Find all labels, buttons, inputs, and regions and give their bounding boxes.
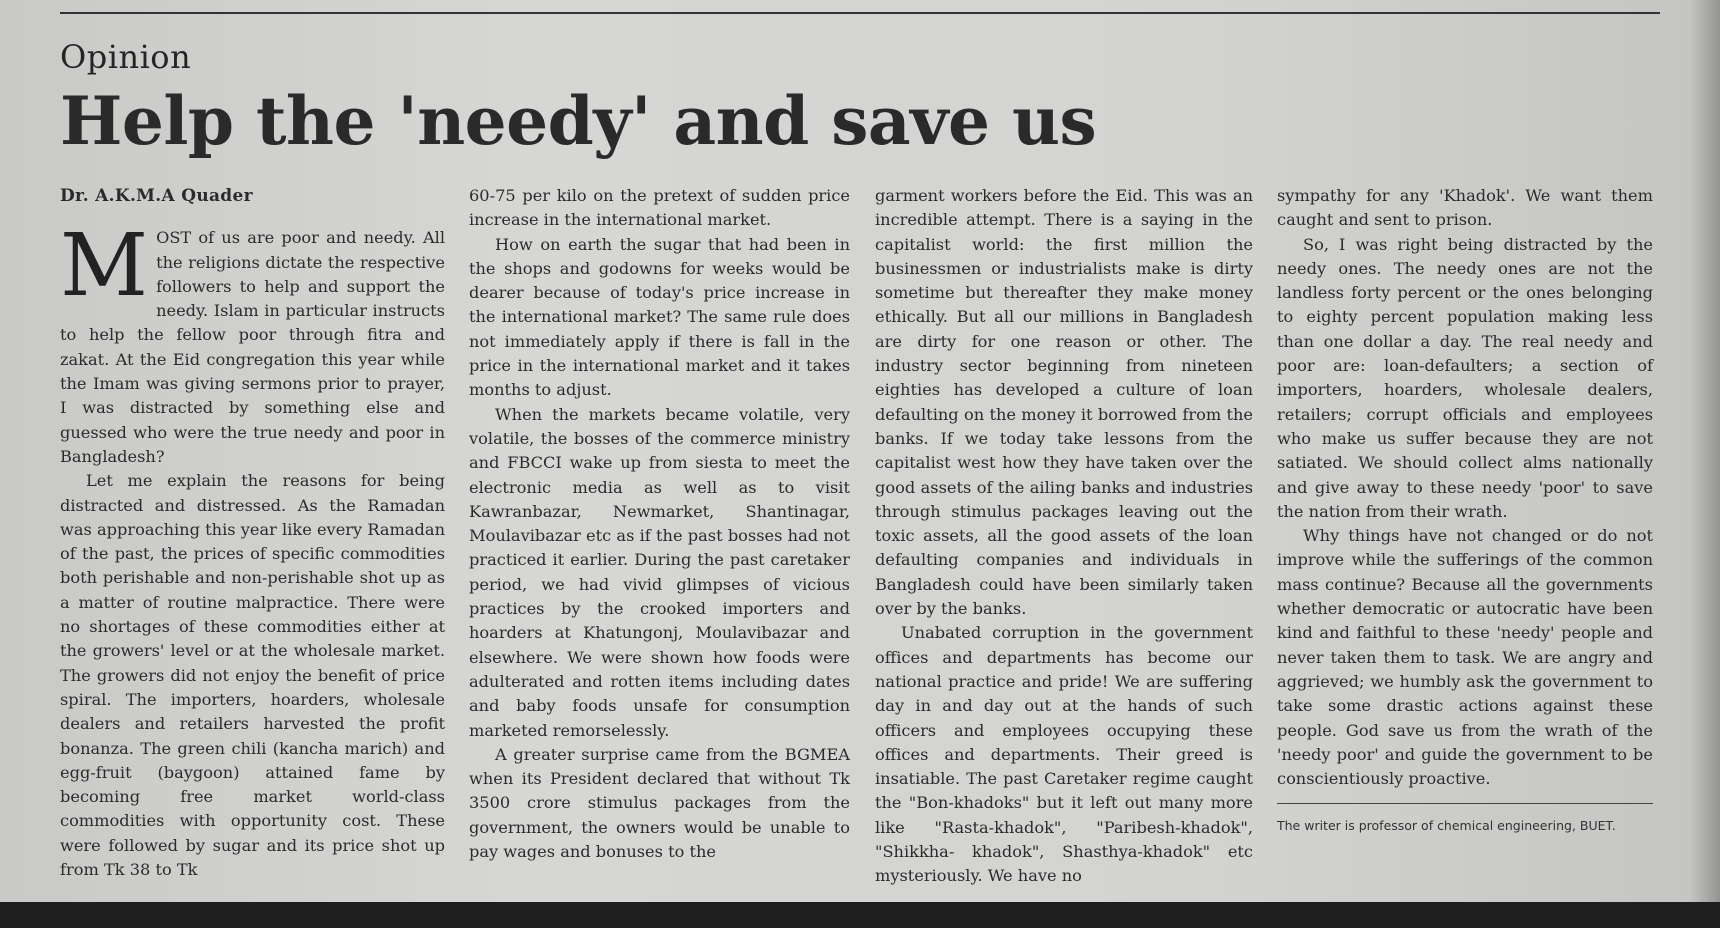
paragraph: sympathy for any 'Khadok'. We want them caught and sent to prison.	[1277, 186, 1653, 230]
footnote-rule	[1277, 803, 1653, 804]
section-label: Opinion	[60, 38, 192, 76]
paragraph: Why things have not changed or do not improve while the sufferings of the common mass continue? Because all the governments whether democratic or autocratic have been kind and faithful to these 'needy' people and never taken them to task. We are angry and aggrieved; we humbly ask the government to take some drastic actions against these people. God save us from the wrath of the 'needy poor' and guide the government to be conscientiously proactive.	[1277, 526, 1653, 789]
top-rule	[60, 12, 1660, 14]
dropcap: M	[60, 216, 149, 317]
paragraph: garment workers before the Eid. This was an incredible attempt. There is a saying in the capitalist world: the first million the businessmen or industrialists make is dirty sometime but thereafter they make money ethically. But all our millions in Bangladesh are dirty for one reason or other. The industry sector beginning from nineteen eighties has developed a culture of loan defaulting on the money it borrowed from the banks. If we today take lessons from the capitalist west how they have taken over the good assets of the ailing banks and industries through stimulus packages leaving out the toxic assets, all the good assets of the loan defaulting companies and individuals in Bangladesh could have been similarly taken over by the banks.	[875, 186, 1253, 619]
paragraph-text: OST of us are poor and needy. All the religions dictate the respective followers to help and support the needy. Islam in particular instructs to help the fellow poor through fitra and zakat. At the Eid congregation this year while the Imam was giving sermons prior to prayer, I was distracted by something else and guessed who were the true needy and poor in Bangladesh?	[60, 228, 445, 466]
column-1	[60, 184, 445, 882]
paragraph: Let me explain the reasons for being distracted and distressed. As the Ramadan was approaching this year like every Ramadan of the past, the prices of specific commodities both perishable and non-perishable shot up as a matter of routine malpractice. There were no shortages of these commodities either at the growers' level or at the wholesale market. The growers did not enjoy the benefit of price spiral. The importers, hoarders, wholesale dealers and retailers harvested the profit bonanza. The green chili (kancha marich) and egg-fruit (baygoon) attained fame by becoming free market world-class commodities with opportunity cost. These were followed by sugar and its price shot up from Tk 38 to Tk	[60, 471, 445, 880]
headline: Help the 'needy' and save us	[60, 82, 1097, 160]
paragraph: How on earth the sugar that had been in the shops and godowns for weeks would be dearer because of today's price increase in the international market? The same rule does not immediately apply if there is fall in the price in the international market and it takes months to adjust.	[469, 234, 850, 400]
paragraph: A greater surprise came from the BGMEA when its President declared that without Tk 3500 crore stimulus packages from the government, the owners would be unable to pay wages and bonuses to the	[469, 744, 850, 862]
page-bottom-edge	[0, 902, 1720, 928]
column-4	[1277, 184, 1653, 839]
byline: Dr. A.K.M.A Quader	[60, 186, 253, 206]
column-2	[469, 184, 850, 864]
column-3	[875, 184, 1253, 889]
paragraph: When the markets became volatile, very volatile, the bosses of the commerce ministry and FBCCI wake up from siesta to meet the electronic media as well as to visit Kawranbazar, Newmarket, Shantinagar, Moulavibazar etc as if the past bosses had not practiced it earlier. During the past caretaker period, we had vivid glimpses of vicious practices by the crooked importers and hoarders at Khatungonj, Moulavibazar and elsewhere. We were shown how foods were adulterated and rotten items including dates and baby foods unsafe for consumption marketed remorselessly.	[469, 404, 850, 740]
author-footnote: The writer is professor of chemical engineering, BUET.	[1277, 818, 1616, 834]
paragraph: So, I was right being distracted by the needy ones. The needy ones are not the landless forty percent or the ones belonging to eighty percent population making less than one dollar a day. The real needy and poor are: loan-defaulters; a section of importers, hoarders, wholesale dealers, retailers; corrupt officials and employees who make us suffer because they are not satiated. We should collect alms nationally and give away to these needy 'poor' to save the nation from their wrath.	[1277, 234, 1653, 521]
paragraph: Unabated corruption in the government offices and departments has become our national practice and pride! We are suffering day in and day out at the hands of such officers and employees occupying these offices and departments. Their greed is insatiable. The past Caretaker regime caught the "Bon-khadoks" but it left out many more like "Rasta-khadok", "Paribesh-khadok", "Shikkha- khadok", Shasthya-khadok" etc mysteriously. We have no	[875, 623, 1253, 886]
paragraph	[60, 216, 445, 469]
page-edge-shadow	[1690, 0, 1720, 928]
paragraph: 60-75 per kilo on the pretext of sudden price increase in the international market.	[469, 186, 850, 230]
